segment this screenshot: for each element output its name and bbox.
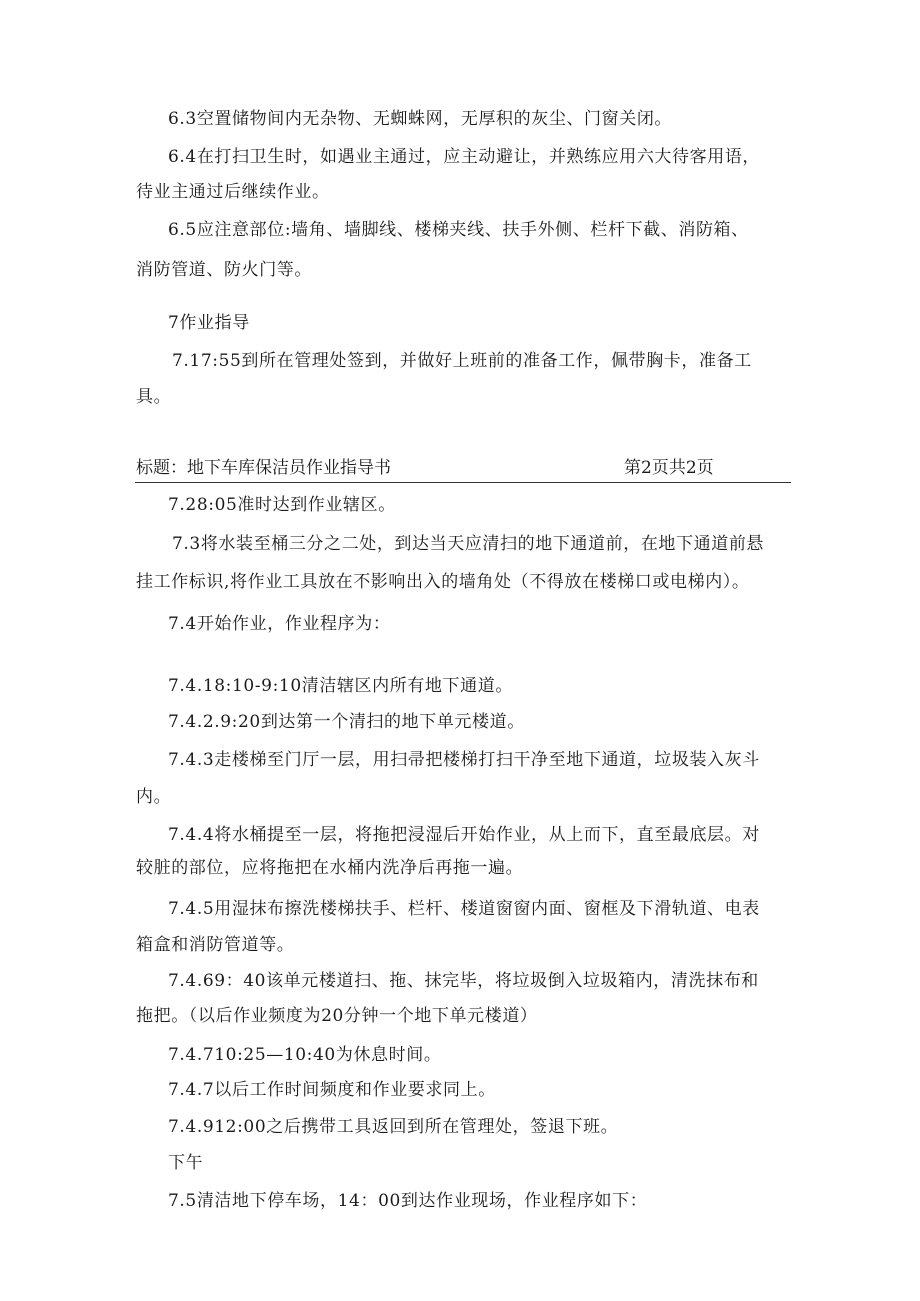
text-line: 7.4.5用湿抹布擦洗楼梯扶手、栏杆、楼道窗窗内面、窗框及下滑轨道、电表 — [168, 899, 760, 919]
text-line: 消防管道、防火门等。 — [136, 260, 312, 280]
text-line: 7.28:05准时达到作业辖区。 — [168, 495, 396, 515]
header-rule — [135, 482, 791, 483]
text-line: 拖把。（以后作业频度为20分钟一个地下单元楼道） — [136, 1006, 538, 1026]
text-line: 较脏的部位，应将拖把在水桶内洗净后再拖一遍。 — [136, 858, 524, 878]
text-line: 7.17:55到所在管理处签到，并做好上班前的准备工作，佩带胸卡，准备工 — [172, 351, 752, 371]
text-line: 7.4.2.9:20到达第一个清扫的地下单元楼道。 — [168, 712, 525, 732]
text-line: 7.4开始作业，作业程序为： — [168, 614, 391, 634]
text-line: 内。 — [136, 787, 172, 807]
text-line: 6.4在打扫卫生时，如遇业主通过，应主动避让，并熟练应用六大待客用语， — [168, 147, 761, 167]
text-line: 7.5清洁地下停车场，14：00到达作业现场，作业程序如下： — [168, 1191, 648, 1211]
text-line: 具。 — [136, 387, 172, 407]
text-line: 7.4.7以后工作时间频度和作业要求同上。 — [168, 1080, 496, 1100]
text-line: 7.4.3走楼梯至门厅一层，用扫帚把楼梯打扫干净至地下通道，垃圾装入灰斗 — [168, 750, 760, 770]
running-header-page-number: 第2页共2页 — [624, 458, 714, 478]
text-line: 7.4.710:25—10:40为休息时间。 — [168, 1045, 442, 1065]
text-line: 下午 — [168, 1153, 204, 1173]
text-line: 7.3将水装至桶三分之二处，到达当天应清扫的地下通道前，在地下通道前悬 — [172, 534, 765, 554]
text-line: 7.4.69：40该单元楼道扫、拖、抹完毕，将垃圾倒入垃圾箱内，清洗抹布和 — [168, 971, 759, 991]
text-line: 箱盒和消防管道等。 — [136, 935, 295, 955]
text-line: 6.3空置储物间内无杂物、无蜘蛛网，无厚积的灰尘、门窗关闭。 — [168, 109, 673, 129]
text-line: 7.4.912:00之后携带工具返回到所在管理处，签退下班。 — [168, 1117, 619, 1137]
text-line: 待业主通过后继续作业。 — [136, 182, 330, 202]
text-line: 7.4.18:10-9:10清洁辖区内所有地下通道。 — [168, 676, 513, 696]
text-line: 挂工作标识,将作业工具放在不影响出入的墙角处（不得放在楼梯口或电梯内）。 — [136, 572, 750, 592]
text-line: 6.5应注意部位:墙角、墙脚线、楼梯夹线、扶手外侧、栏杆下截、消防箱、 — [168, 220, 749, 240]
section-heading: 7作业指导 — [168, 313, 250, 333]
running-header-title: 标题：地下车库保洁员作业指导书 — [136, 458, 391, 478]
text-line: 7.4.4将水桶提至一层，将拖把浸湿后开始作业，从上而下，直至最底层。对 — [168, 825, 760, 845]
